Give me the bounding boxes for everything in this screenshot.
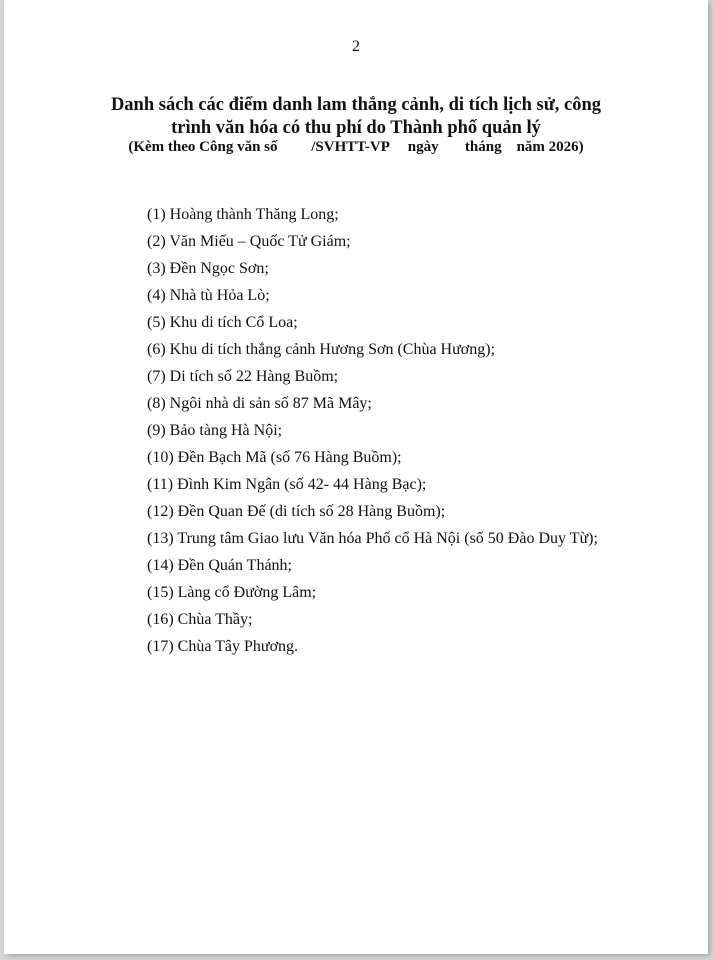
list-item: (12) Đền Quan Đế (di tích số 28 Hàng Buồm); [147, 503, 446, 520]
list-item: (6) Khu di tích thắng cảnh Hương Sơn (Chùa Hương); [147, 341, 496, 358]
site-list [147, 201, 598, 660]
list-item: (7) Di tích số 22 Hàng Buồm; [147, 368, 339, 385]
list-item: (9) Bảo tàng Hà Nội; [147, 422, 283, 439]
document-page [4, 0, 708, 954]
document-title [44, 94, 668, 140]
list-item: (1) Hoàng thành Thăng Long; [147, 206, 339, 223]
title-line-1: Danh sách các điểm danh lam thắng cảnh, di tích lịch sử, công [110, 95, 602, 115]
list-item: (15) Làng cổ Đường Lâm; [147, 584, 317, 601]
list-item: (3) Đền Ngọc Sơn; [147, 260, 269, 277]
list-item: (2) Văn Miếu – Quốc Tử Giám; [147, 233, 351, 250]
list-item: (5) Khu di tích Cổ Loa; [147, 314, 298, 331]
list-item: (13) Trung tâm Giao lưu Văn hóa Phố cổ Hà Nội (số 50 Đào Duy Từ); [147, 530, 598, 547]
list-item: (14) Đền Quán Thánh; [147, 557, 292, 574]
list-item: (8) Ngôi nhà di sản số 87 Mã Mây; [147, 395, 372, 412]
document-subtitle: (Kèm theo Công văn số /SVHTT-VP ngày tháng năm 2026) [128, 139, 584, 155]
title-line-2: trình văn hóa có thu phí do Thành phố quản lý [171, 118, 541, 138]
list-item: (4) Nhà tù Hỏa Lò; [147, 287, 270, 304]
list-item: (16) Chùa Thầy; [147, 611, 253, 628]
page-number: 2 [352, 38, 360, 55]
list-item: (10) Đền Bạch Mã (số 76 Hàng Buồm); [147, 449, 402, 466]
list-item: (17) Chùa Tây Phương. [147, 638, 299, 655]
list-item: (11) Đình Kim Ngân (số 42- 44 Hàng Bạc); [147, 476, 427, 493]
